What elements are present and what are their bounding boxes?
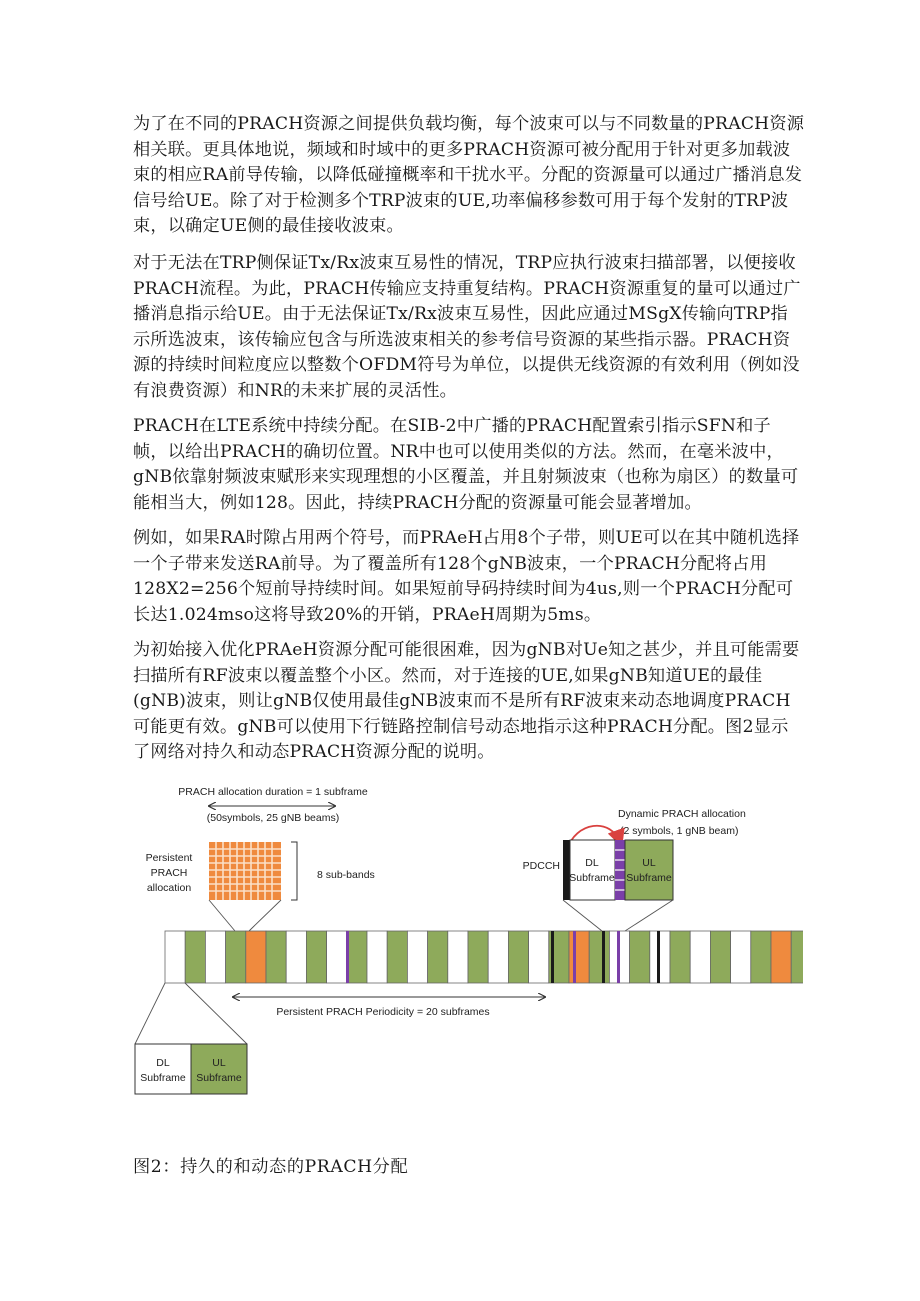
subbands-label: 8 sub-bands bbox=[317, 869, 375, 881]
subframe-cell bbox=[751, 931, 771, 983]
pdcch-label: PDCCH bbox=[522, 860, 560, 872]
subframe-cell bbox=[791, 931, 803, 983]
duration-label-1: PRACH allocation duration = 1 subframe bbox=[178, 786, 368, 798]
subframe-cell bbox=[306, 931, 326, 983]
strip-marker bbox=[346, 931, 349, 983]
duration-label-2: (50symbols, 25 gNB beams) bbox=[206, 812, 340, 824]
subframe-cell bbox=[286, 931, 306, 983]
persistent-label-1: Persistent bbox=[145, 852, 193, 864]
legend-dl-label-1: DL bbox=[156, 1057, 170, 1069]
dynamic-label-1: Dynamic PRACH allocation bbox=[618, 808, 746, 820]
zoom-dl-label-1: DL bbox=[585, 857, 599, 869]
subframe-cell bbox=[347, 931, 367, 983]
subframe-cell bbox=[367, 931, 387, 983]
subframe-cell bbox=[710, 931, 730, 983]
subframe-cell bbox=[569, 931, 589, 983]
subframe-cell bbox=[468, 931, 488, 983]
subbands-bracket bbox=[291, 842, 297, 900]
figure-caption: 图2：持久的和动态的PRACH分配 bbox=[133, 1157, 409, 1177]
paragraph-3: PRACH在LTE系统中持续分配。在SIB-2中广播的PRACH配置索引指示SFN和子帧，以给出PRACH的确切位置。NR中也可以使用类似的方法。然而，在毫米波中，gNB依靠射频波束赋形来实现理想的小区覆盖，并且射频波束（也称为扇区）的数量可能相当大，例如128。因此，持续PRACH分配的资源量可能会显著增加。 bbox=[133, 416, 799, 513]
prach-allocation-figure bbox=[133, 782, 803, 1102]
subframe-cell bbox=[226, 931, 246, 983]
subframe-cell bbox=[448, 931, 468, 983]
strip-marker bbox=[602, 931, 605, 983]
zoom-dl-subframe bbox=[570, 840, 615, 900]
subframe-cell bbox=[630, 931, 650, 983]
strip-marker bbox=[573, 931, 576, 983]
legend-ul-label-1: UL bbox=[212, 1057, 226, 1069]
legend-dl-label-2: Subframe bbox=[140, 1072, 186, 1084]
subframe-cell bbox=[508, 931, 528, 983]
strip-marker bbox=[551, 931, 554, 983]
subframe-cell bbox=[670, 931, 690, 983]
dynamic-label-2: (2 symbols, 1 gNB beam) bbox=[620, 825, 739, 837]
strip-marker bbox=[617, 931, 620, 983]
subframe-strip bbox=[165, 931, 803, 983]
subframe-cell bbox=[327, 931, 347, 983]
zoom-dl-label-2: Subframe bbox=[569, 872, 615, 884]
zoom-ul-label-1: UL bbox=[642, 857, 656, 869]
strip-marker bbox=[657, 931, 660, 983]
legend-ul-subframe bbox=[191, 1044, 247, 1094]
zoom-ul-label-2: Subframe bbox=[626, 872, 672, 884]
subframe-cell bbox=[205, 931, 225, 983]
subframe-cell bbox=[407, 931, 427, 983]
paragraph-2: 对于无法在TRP侧保证Tx/Rx波束互易性的情况，TRP应执行波束扫描部署，以便接收PRACH流程。为此，PRACH传输应支持重复结构。PRACH资源重复的量可以通过广播消息指示给UE。由于无法保证Tx/Rx波束互易性，因此应通过MSgX传输向TRP指示所选波束，该传输应包含与所选波束相关的参考信号资源的某些指示器。PRACH资源的持续时间粒度应以整数个OFDM符号为单位，以提供无线资源的有效利用（例如没有浪费资源）和NR的未来扩展的灵活性。 bbox=[133, 253, 801, 401]
periodicity-label: Persistent PRACH Periodicity = 20 subframes bbox=[276, 1006, 490, 1018]
paragraph-4: 例如，如果RA时隙占用两个符号，而PRAeH占用8个子带，则UE可以在其中随机选择一个子带来发送RA前导。为了覆盖所有128个gNB波束，一个PRACH分配将占用128X2=256个短前导持续时间。如果短前导码持续时间为4us,则一个PRACH分配可长达1.024mso这将导致20%的开销，PRAeH周期为5ms。 bbox=[133, 528, 800, 625]
persistent-label-3: allocation bbox=[146, 882, 192, 894]
subframe-cell bbox=[589, 931, 609, 983]
zoom-ul-subframe bbox=[625, 840, 673, 900]
subframe-cell bbox=[771, 931, 791, 983]
subframe-cell bbox=[185, 931, 205, 983]
subframe-cell bbox=[690, 931, 710, 983]
legend-ul-label-2: Subframe bbox=[196, 1072, 242, 1084]
prach-grid bbox=[209, 842, 281, 900]
paragraph-1: 为了在不同的PRACH资源之间提供负载均衡，每个波束可以与不同数量的PRACH资源相关联。更具体地说，频域和时域中的更多PRACH资源可被分配用于针对更多加载波束的相应RA前导传输，以降低碰撞概率和干扰水平。分配的资源量可以通过广播消息发信号给UE。除了对于检测多个TRP波束的UE,功率偏移参数可用于每个发射的TRP波束，以确定UE侧的最佳接收波束。 bbox=[133, 114, 805, 236]
legend-dl-subframe bbox=[135, 1044, 191, 1094]
paragraph-5: 为初始接入优化PRAeH资源分配可能很困难，因为gNB对Ue知之甚少，并且可能需要扫描所有RF波束以覆盖整个小区。然而，对于连接的UE,如果gNB知道UE的最佳(gNB)波束，则让gNB仅使用最佳gNB波束而不是所有RF波束来动态地调度PRACH可能更有效。gNB可以使用下行链路控制信号动态地指示这种PRACH分配。图2显示了网络对持久和动态PRACH资源分配的说明。 bbox=[133, 640, 800, 762]
subframe-cell bbox=[529, 931, 549, 983]
pdcch-block bbox=[563, 840, 570, 900]
subframe-cell bbox=[488, 931, 508, 983]
subframe-cell bbox=[387, 931, 407, 983]
subframe-cell bbox=[266, 931, 286, 983]
subframe-cell bbox=[165, 931, 185, 983]
subframe-cell bbox=[731, 931, 751, 983]
persistent-label-2: PRACH bbox=[150, 867, 188, 879]
subframe-cell bbox=[246, 931, 266, 983]
subframe-cell bbox=[428, 931, 448, 983]
